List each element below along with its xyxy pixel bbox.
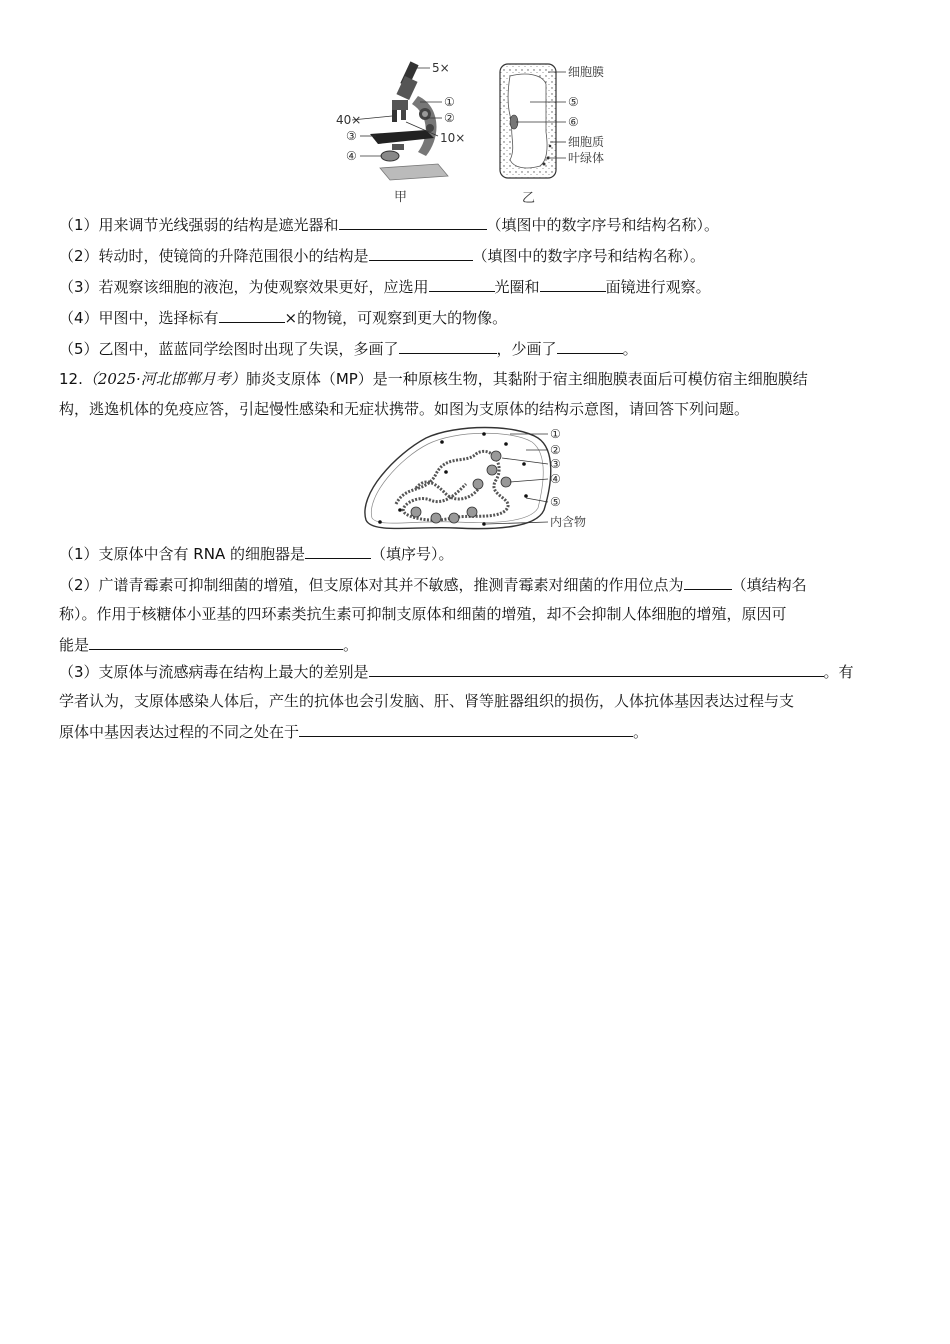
- microscope-label-4: ④: [346, 149, 357, 163]
- mycoplasma-figure: [356, 424, 600, 536]
- q11-part3-blank-mirror[interactable]: [540, 276, 606, 292]
- mycoplasma-label-4: ④: [550, 472, 561, 486]
- cell-caption: 乙: [522, 191, 536, 206]
- q11-part4-text: （4）甲图中，选择标有: [59, 309, 219, 327]
- q12-part3-mid: 。有: [823, 663, 854, 681]
- mycoplasma-label-3: ③: [550, 457, 561, 471]
- q12-stem-text1: 肺炎支原体（MP）是一种原核生物，其黏附于宿主细胞膜表面后可模仿宿主细胞膜结: [245, 370, 808, 388]
- q12-part1-hint: （填序号）。: [371, 545, 454, 563]
- q11-part2-hint: （填图中的数字序号和结构名称）。: [472, 247, 706, 265]
- mycoplasma-label-5: ⑤: [550, 495, 561, 509]
- figure-row-microscope-cell: [0, 56, 950, 206]
- mycoplasma-label-2: ②: [550, 443, 561, 457]
- q11-part3-text: （3）若观察该细胞的液泡，为使观察效果更好，应选用: [59, 278, 429, 296]
- microscope-label-3: ③: [346, 129, 357, 143]
- q11-part4-blank[interactable]: [219, 307, 285, 323]
- q11-part5: [59, 338, 894, 359]
- q11-part5-end: 。: [622, 340, 638, 358]
- q11-part1-text: （1）用来调节光线强弱的结构是遮光器和: [59, 216, 339, 234]
- q12-part2-line3: [59, 634, 894, 655]
- q11-part3: [59, 276, 894, 297]
- q11-part1-blank[interactable]: [339, 214, 487, 230]
- cell-label-6: ⑥: [568, 115, 579, 129]
- q12-part1-blank[interactable]: [305, 543, 371, 559]
- q11-part3-blank-aperture[interactable]: [429, 276, 495, 292]
- q11-part2-blank[interactable]: [369, 245, 473, 261]
- mycoplasma-label-1: ①: [550, 427, 561, 441]
- mycoplasma-label-inclusion: 内含物: [550, 515, 587, 529]
- q11-part1: [59, 214, 894, 235]
- q12-part2-blank-reason[interactable]: [89, 634, 343, 650]
- q12-part3-text1: （3）支原体与流感病毒在结构上最大的差别是: [59, 663, 369, 681]
- microscope-label-2: ②: [444, 111, 455, 125]
- q11-part5-blank-missing[interactable]: [557, 338, 623, 354]
- q11-part3-end: 面镜进行观察。: [605, 278, 711, 296]
- q11-part5-blank-extra[interactable]: [399, 338, 497, 354]
- q12-stem-text2: 构，逃逸机体的免疫应答，引起慢性感染和无症状携带。如图为支原体的结构示意图，请回答下列问题。: [59, 400, 750, 418]
- q11-part2: [59, 245, 894, 266]
- cell-label-cytoplasm: 细胞质: [568, 135, 605, 149]
- cell-label-chloroplast: 叶绿体: [568, 151, 605, 165]
- q12-part3-text3: 原体中基因表达过程的不同之处在于: [59, 723, 300, 741]
- q11-part4-end: ×的物镜，可观察到更大的物像。: [284, 309, 508, 327]
- q11-part2-text: （2）转动时，使镜筒的升降范围很小的结构是: [59, 247, 369, 265]
- q12-part2-end: 。: [343, 636, 359, 654]
- q12-part3-line2: [59, 691, 894, 711]
- cell-label-membrane: 细胞膜: [568, 65, 605, 79]
- cell-label-5: ⑤: [568, 95, 579, 109]
- q12-part3-end: 。: [633, 723, 649, 741]
- q12-part3-line1: [59, 661, 894, 682]
- q12-part1: [59, 543, 894, 564]
- q12-part1-text: （1）支原体中含有 RNA 的细胞器是: [59, 545, 305, 563]
- microscope-label-40x: 40×: [336, 113, 362, 127]
- q12-part3-blank-expression[interactable]: [299, 721, 633, 737]
- q11-part3-mid: 光圈和: [494, 278, 540, 296]
- q12-part3-text2: 学者认为，支原体感染人体后，产生的抗体也会引发脑、肝、肾等脏器组织的损伤，人体抗体基因表达过程与支: [59, 692, 795, 710]
- q12-part2-text1: （2）广谱青霉素可抑制细菌的增殖，但支原体对其并不敏感，推测青霉素对细菌的作用位点为: [59, 576, 684, 594]
- microscope-label-1: ①: [444, 95, 455, 109]
- q12-part3-blank-difference[interactable]: [369, 661, 824, 677]
- q12-part2-blank-site[interactable]: [684, 574, 732, 590]
- plant-cell-figure: [496, 62, 626, 206]
- q11-part5-mid: ，少画了: [496, 340, 557, 358]
- q12-stem-line2: [59, 399, 894, 419]
- q12-number: 12.: [59, 370, 83, 388]
- microscope-figure: [330, 56, 480, 206]
- q11-part1-hint: （填图中的数字序号和结构名称）。: [486, 216, 720, 234]
- microscope-label-5x: 5×: [432, 61, 450, 75]
- microscope-label-10x: 10×: [440, 131, 466, 145]
- q12-part3-line3: [59, 721, 894, 742]
- q12-part2-line1: [59, 574, 894, 595]
- q11-part4: [59, 307, 894, 328]
- q12-part2-line2: [59, 604, 894, 624]
- q12-source: （2025·河北邯郸月考）: [82, 370, 246, 388]
- q11-part5-text: （5）乙图中，蓝蓝同学绘图时出现了失误，多画了: [59, 340, 399, 358]
- q12-stem-line1: [59, 369, 894, 389]
- microscope-caption: 甲: [394, 190, 408, 205]
- q12-part2-text2: 称）。作用于核糖体小亚基的四环素类抗生素可抑制支原体和细菌的增殖，却不会抑制人体细胞的增殖，原因可: [59, 605, 787, 623]
- q12-part2-text3: 能是: [59, 636, 90, 654]
- q12-part2-hint: （填结构名: [731, 576, 807, 594]
